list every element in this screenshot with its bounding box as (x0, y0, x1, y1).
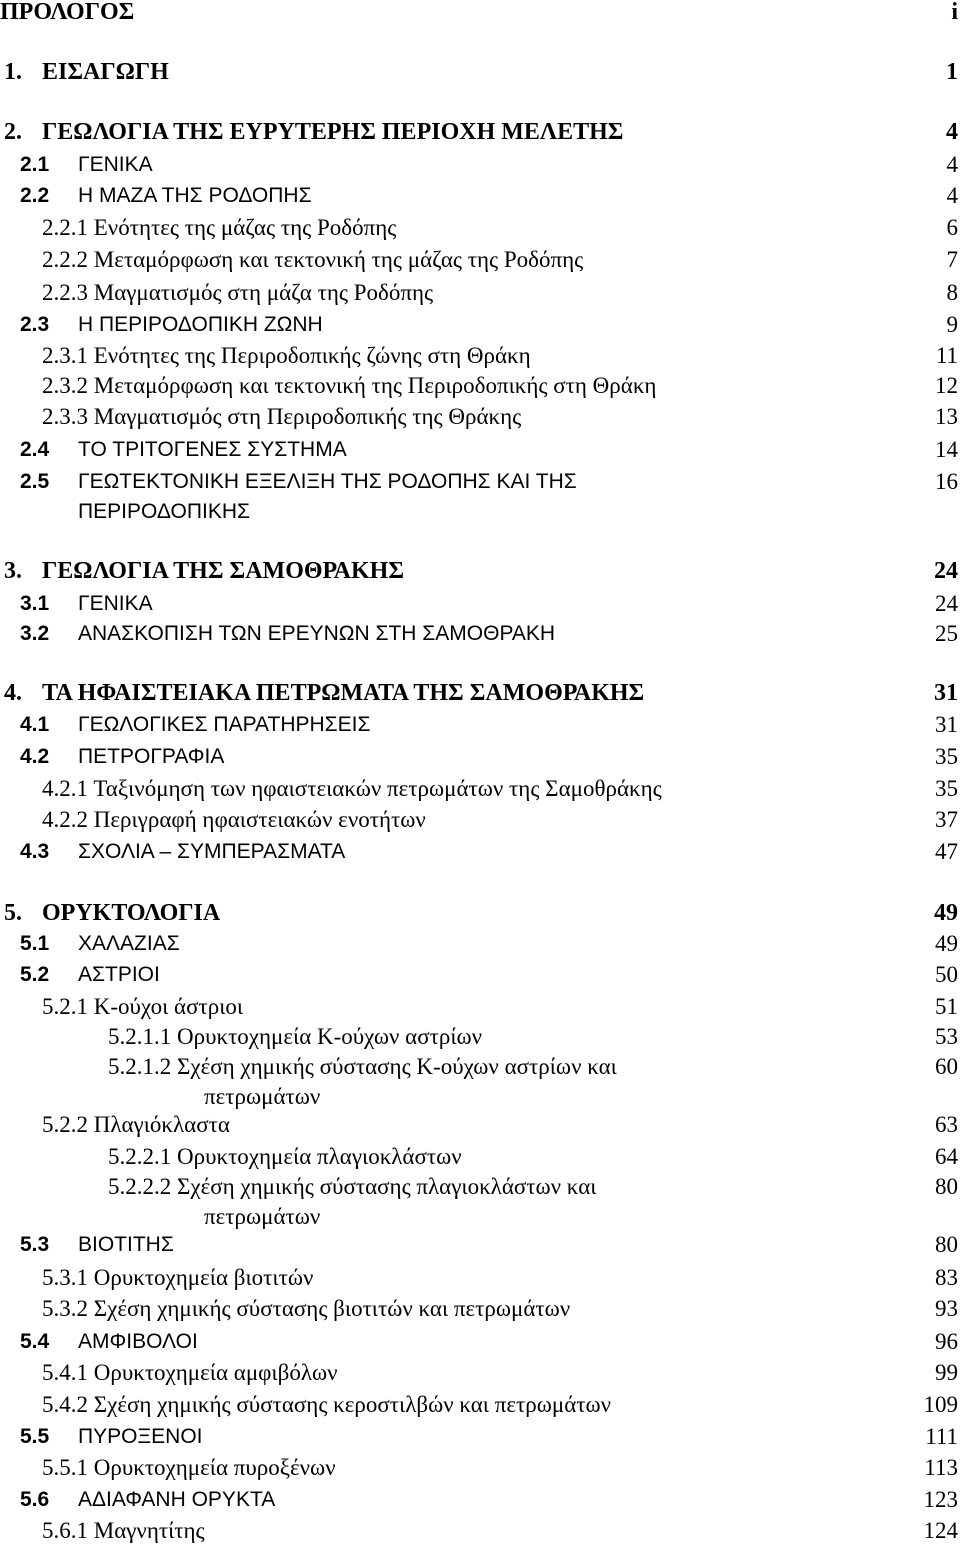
toc-page-number: 14 (935, 437, 958, 462)
toc-section-title: ΠΕΤΡΟΓΡΑΦΙΑ (78, 745, 225, 768)
toc-section-title: ΓΕΝΙΚΑ (78, 592, 153, 615)
toc-page-number: 80 (935, 1232, 958, 1257)
toc-page-number: 12 (935, 373, 958, 398)
toc-chapter-number: 3. (4, 558, 22, 584)
toc-subsection-title: 5.2.1 Κ-ούχοι άστριοι (42, 994, 244, 1019)
toc-page-number: 13 (935, 404, 958, 429)
toc-subsection-title: 2.2.3 Μαγματισμός στη μάζα της Ροδόπης (42, 280, 434, 305)
toc-subsection-title: 5.2.2 Πλαγιόκλαστα (42, 1112, 230, 1137)
toc-page-number: 4 (946, 183, 958, 208)
toc-section-title: ΤΟ ΤΡΙΤΟΓΕΝΕΣ ΣΥΣΤΗΜΑ (78, 438, 347, 461)
toc-subsection-title: 4.2.1 Ταξινόμηση των ηφαιστειακών πετρωμάτων της Σαμοθράκης (42, 776, 662, 801)
toc-subsection-title: 4.2.2 Περιγραφή ηφαιστειακών ενοτήτων (42, 807, 426, 832)
toc-chapter-title: ΤΑ ΗΦΑΙΣΤΕΙΑΚΑ ΠΕΤΡΩΜΑΤΑ ΤΗΣ ΣΑΜΟΘΡΑΚΗΣ (42, 680, 645, 706)
toc-section-number: 2.5 (20, 470, 50, 493)
toc-page-number: 109 (923, 1392, 958, 1417)
toc-page-number: 111 (925, 1424, 958, 1449)
toc-subsection-title: 5.2.1.1 Ορυκτοχημεία Κ-ούχων αστρίων (108, 1024, 483, 1049)
toc-section-title: Η ΜΑΖΑ ΤΗΣ ΡΟΔΟΠΗΣ (78, 184, 312, 207)
toc-section-number: 4.2 (20, 745, 50, 768)
toc-page-number: 1 (946, 59, 958, 85)
toc-subsection-title: 5.5.1 Ορυκτοχημεία πυροξένων (42, 1455, 336, 1480)
toc-page-number: 53 (935, 1024, 958, 1049)
toc-subsection-title-continued: πετρωμάτων (204, 1204, 321, 1229)
toc-subsection-title-continued: πετρωμάτων (204, 1084, 321, 1109)
toc-chapter-number: 1. (4, 59, 22, 85)
toc-section-number: 2.3 (20, 313, 50, 336)
toc-section-number: 5.4 (20, 1330, 50, 1353)
toc-page-number: 50 (935, 962, 958, 987)
toc-page-number: 7 (946, 247, 958, 272)
toc-subsection-title: 2.3.2 Μεταμόρφωση και τεκτονική της Περιροδοπικής στη Θράκη (42, 373, 657, 398)
toc-section-title: ΑΔΙΑΦΑΝΗ ΟΡΥΚΤΑ (78, 1488, 276, 1511)
toc-subsection-title: 5.6.1 Μαγνητίτης (42, 1518, 205, 1543)
toc-section-number: 4.3 (20, 840, 50, 863)
toc-section-number: 5.3 (20, 1233, 50, 1256)
toc-page-number: 60 (935, 1054, 958, 1079)
toc-section-number: 5.2 (20, 963, 50, 986)
toc-subsection-title: 5.4.1 Ορυκτοχημεία αμφιβόλων (42, 1360, 338, 1385)
toc-subsection-title: 5.3.2 Σχέση χημικής σύστασης βιοτιτών και πετρωμάτων (42, 1296, 571, 1321)
toc-subsection-title: 2.3.3 Μαγματισμός στη Περιροδοπικής της Θράκης (42, 404, 522, 429)
toc-page-number: 24 (934, 558, 958, 584)
toc-section-number: 3.1 (20, 592, 50, 615)
toc-section-title: Η ΠΕΡΙΡΟΔΟΠΙΚΗ ΖΩΝΗ (78, 313, 323, 336)
toc-subsection-title: 2.2.2 Μεταμόρφωση και τεκτονική της μάζας της Ροδόπης (42, 247, 584, 272)
toc-section-title: ΓΕΝΙΚΑ (78, 153, 153, 176)
toc-chapter-number: 4. (4, 680, 22, 706)
toc-page-number: 64 (935, 1144, 958, 1169)
toc-chapter-title: ΓΕΩΛΟΓΙΑ ΤΗΣ ΕΥΡΥΤΕΡΗΣ ΠΕΡΙΟΧΗ ΜΕΛΕΤΗΣ (42, 119, 624, 145)
toc-subsection-title: 5.2.2.2 Σχέση χημικής σύστασης πλαγιοκλάστων και (108, 1174, 597, 1199)
toc-page-number: 24 (935, 591, 958, 616)
toc-page-number: 37 (935, 807, 958, 832)
toc-page-number: 49 (934, 900, 958, 926)
toc-subsection-title: 5.3.1 Ορυκτοχημεία βιοτιτών (42, 1265, 314, 1290)
toc-page-number: 47 (935, 839, 958, 864)
toc-page-number: 8 (946, 280, 958, 305)
toc-section-title: ΑΜΦΙΒΟΛΟΙ (78, 1330, 198, 1353)
toc-page-number: 99 (935, 1360, 958, 1385)
toc-chapter-title: ΓΕΩΛΟΓΙΑ ΤΗΣ ΣΑΜΟΘΡΑΚΗΣ (42, 558, 405, 584)
toc-section-number: 2.1 (20, 153, 50, 176)
toc-page-number: 113 (924, 1455, 958, 1480)
toc-chapter-title: ΟΡΥΚΤΟΛΟΓΙΑ (42, 900, 221, 926)
toc-section-title: ΠΥΡΟΞΕΝΟΙ (78, 1425, 203, 1448)
toc-page-number: 63 (935, 1112, 958, 1137)
toc-page-number: 4 (946, 152, 958, 177)
toc-page-number: 35 (935, 744, 958, 769)
toc-page-number: 35 (935, 776, 958, 801)
toc-page-number: 93 (935, 1296, 958, 1321)
toc-chapter-title: ΠΡΟΛΟΓΟΣ (0, 0, 135, 25)
toc-page-number: 124 (923, 1518, 958, 1543)
toc-subsection-title: 5.2.2.1 Ορυκτοχημεία πλαγιοκλάστων (108, 1144, 462, 1169)
toc-section-number: 3.2 (20, 622, 50, 645)
toc-page-number: 96 (935, 1329, 958, 1354)
toc-section-number: 4.1 (20, 713, 50, 736)
toc-page-number: 9 (946, 312, 958, 337)
toc-section-title: ΑΣΤΡΙΟΙ (78, 963, 160, 986)
toc-subsection-title: 5.2.1.2 Σχέση χημικής σύστασης Κ-ούχων αστρίων και (108, 1054, 617, 1079)
toc-chapter-title: ΕΙΣΑΓΩΓΗ (42, 59, 169, 85)
toc-page-number: 80 (935, 1174, 958, 1199)
toc-section-title: ΧΑΛΑΖΙΑΣ (78, 932, 180, 955)
toc-section-title: ΑΝΑΣΚΟΠΙΣΗ ΤΩΝ ΕΡΕΥΝΩΝ ΣΤΗ ΣΑΜΟΘΡΑΚΗ (78, 622, 556, 645)
toc-section-number: 5.6 (20, 1488, 50, 1511)
toc-section-number: 2.2 (20, 184, 50, 207)
toc-page-number: i (951, 0, 958, 25)
toc-page-number: 83 (935, 1265, 958, 1290)
toc-page-number: 31 (934, 680, 958, 706)
toc-section-title: ΒΙΟΤΙΤΗΣ (78, 1233, 174, 1256)
toc-page-number: 25 (935, 621, 958, 646)
toc-page-number: 11 (935, 343, 958, 368)
toc-page-number: 31 (935, 712, 958, 737)
toc-page-number: 123 (923, 1487, 958, 1512)
toc-chapter-number: 5. (4, 900, 22, 926)
toc-section-number: 5.5 (20, 1425, 50, 1448)
toc-subsection-title: 2.3.1 Ενότητες της Περιροδοπικής ζώνης στη Θράκη (42, 343, 531, 368)
toc-page-number: 49 (935, 931, 958, 956)
toc-subsection-title: 2.2.1 Ενότητες της μάζας της Ροδόπης (42, 215, 397, 240)
toc-section-title-continued: ΠΕΡΙΡΟΔΟΠΙΚΗΣ (78, 500, 250, 523)
toc-section-number: 5.1 (20, 932, 50, 955)
toc-page-number: 16 (935, 469, 958, 494)
toc-page-number: 51 (935, 994, 958, 1019)
toc-page-number: 4 (946, 119, 958, 145)
toc-section-title: ΣΧΟΛΙΑ – ΣΥΜΠΕΡΑΣΜΑΤΑ (78, 840, 346, 863)
toc-section-number: 2.4 (20, 438, 50, 461)
toc-page-number: 6 (946, 215, 958, 240)
toc-section-title: ΓΕΩΛΟΓΙΚΕΣ ΠΑΡΑΤΗΡΗΣΕΙΣ (78, 713, 371, 736)
toc-section-title: ΓΕΩΤΕΚΤΟΝΙΚΗ ΕΞΕΛΙΞΗ ΤΗΣ ΡΟΔΟΠΗΣ ΚΑΙ ΤΗΣ (78, 470, 577, 493)
toc-chapter-number: 2. (4, 119, 22, 145)
toc-subsection-title: 5.4.2 Σχέση χημικής σύστασης κεροστιλβών και πετρωμάτων (42, 1392, 612, 1417)
